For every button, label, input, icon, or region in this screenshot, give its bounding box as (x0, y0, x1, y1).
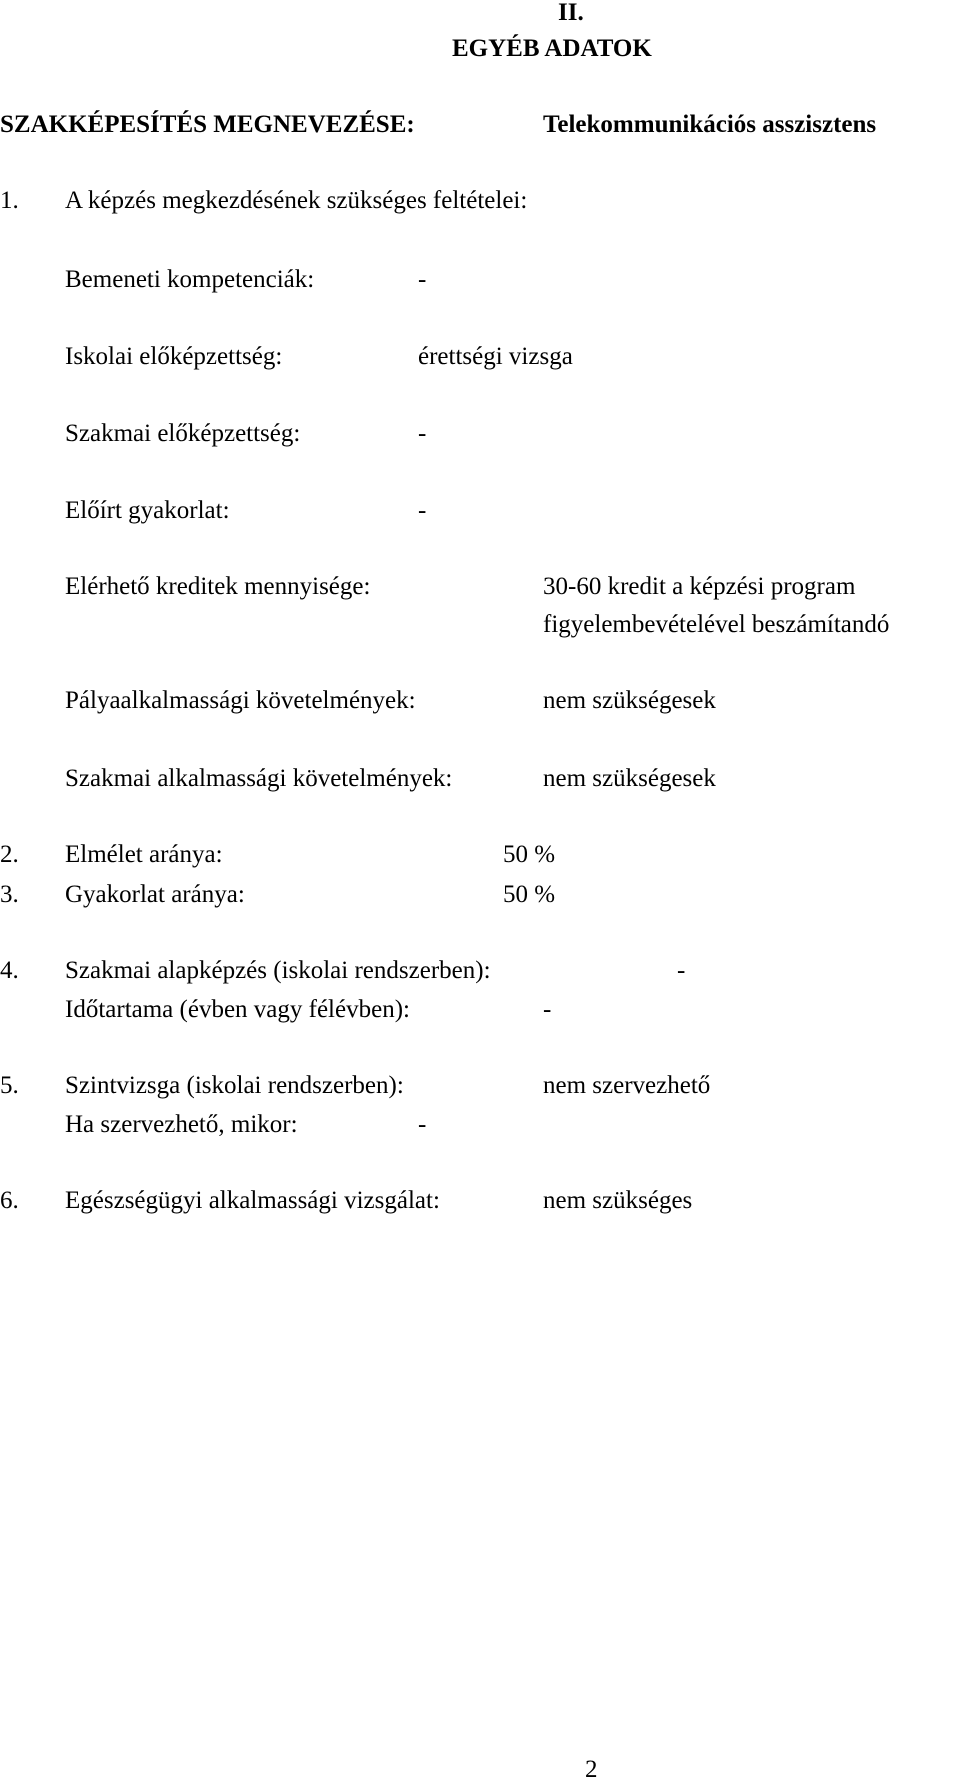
field-kreditek-label: Elérhető kreditek mennyisége: (65, 573, 371, 600)
field-palyaalkalmassagi-value: nem szükségesek (543, 687, 716, 714)
item3-value: 50 % (503, 881, 556, 908)
item5-number: 5. (0, 1072, 19, 1099)
section-title: EGYÉB ADATOK (452, 35, 652, 62)
item5-label: Szintvizsga (iskolai rendszerben): (65, 1072, 404, 1099)
item2-number: 2. (0, 841, 19, 868)
item5-sub-label: Ha szervezhető, mikor: (65, 1111, 298, 1138)
field-iskolai-label: Iskolai előképzettség: (65, 343, 283, 370)
field-eloirt-gyakorlat-label: Előírt gyakorlat: (65, 497, 230, 524)
field-bemeneti-label: Bemeneti kompetenciák: (65, 266, 315, 293)
item4-sub-value: - (543, 996, 552, 1023)
item4-value: - (677, 957, 686, 984)
field-kreditek-value-line2: figyelembevételével beszámítandó (543, 611, 890, 638)
field-bemeneti-value: - (418, 266, 427, 293)
section-number: II. (558, 0, 584, 26)
field-iskolai-value: érettségi vizsga (418, 343, 573, 370)
item4-label: Szakmai alapképzés (iskolai rendszerben): (65, 957, 491, 984)
qualification-value: Telekommunikációs asszisztens (543, 111, 877, 138)
qualification-label: SZAKKÉPESÍTÉS MEGNEVEZÉSE: (0, 111, 415, 138)
item6-value: nem szükséges (543, 1187, 693, 1214)
item2-value: 50 % (503, 841, 556, 868)
field-eloirt-gyakorlat-value: - (418, 497, 427, 524)
item5-sub-value: - (418, 1111, 427, 1138)
field-szakmai-alkalmassagi-value: nem szükségesek (543, 765, 716, 792)
item2-label: Elmélet aránya: (65, 841, 223, 868)
item1-title: A képzés megkezdésének szükséges feltételei: (65, 187, 528, 214)
item5-value: nem szervezhető (543, 1072, 711, 1099)
page-number: 2 (585, 1756, 598, 1783)
field-palyaalkalmassagi-label: Pályaalkalmassági követelmények: (65, 687, 416, 714)
item6-number: 6. (0, 1187, 19, 1214)
item6-label: Egészségügyi alkalmassági vizsgálat: (65, 1187, 440, 1214)
field-kreditek-value-line1: 30-60 kredit a képzési program (543, 573, 856, 600)
item4-sub-label: Időtartama (évben vagy félévben): (65, 996, 410, 1023)
item3-number: 3. (0, 881, 19, 908)
item1-number: 1. (0, 187, 19, 214)
item4-number: 4. (0, 957, 19, 984)
field-szakmai-elokepzettseg-label: Szakmai előképzettség: (65, 420, 301, 447)
field-szakmai-alkalmassagi-label: Szakmai alkalmassági követelmények: (65, 765, 453, 792)
field-szakmai-elokepzettseg-value: - (418, 420, 427, 447)
item3-label: Gyakorlat aránya: (65, 881, 245, 908)
